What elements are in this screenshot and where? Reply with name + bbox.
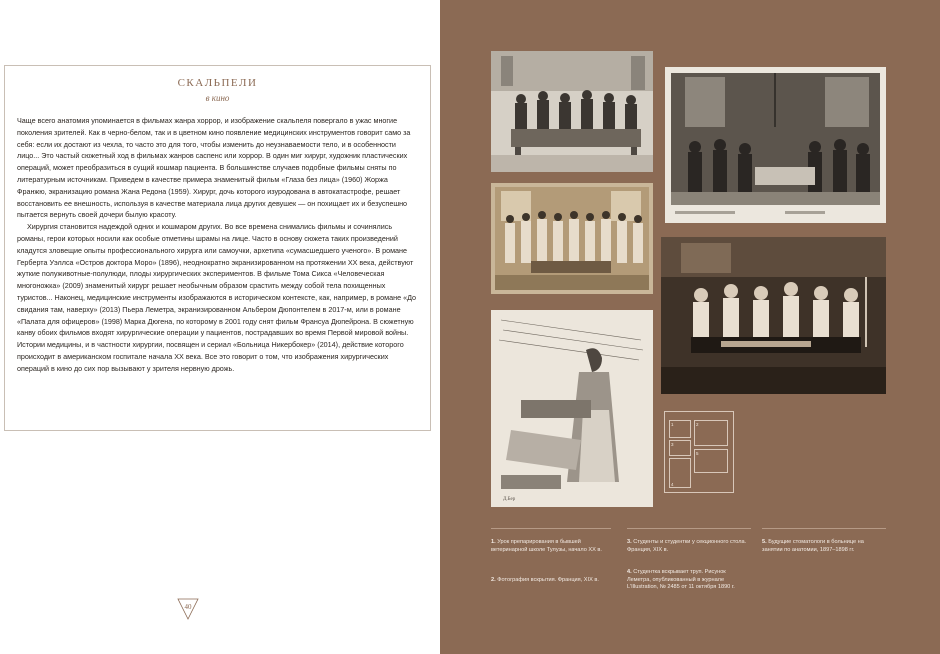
caption-divider-3 bbox=[762, 528, 886, 529]
caption-3 bbox=[627, 539, 747, 554]
page-number bbox=[177, 598, 199, 620]
left-page bbox=[0, 0, 440, 654]
caption-4-text: Студентка вскрывает труп. Рисунок Леметра, опубликованный в журнале L'Illustration, № 2485 от 11 октября 1890 г. bbox=[627, 569, 735, 591]
sidebar-box bbox=[4, 65, 431, 431]
caption-3-number: 3. bbox=[627, 539, 632, 545]
sidebar-paragraph-1: Чаще всего анатомия упоминается в фильмах жанра хоррор, и изображение скальпеля повергало в ужас многие поколения зрителей. Как в черно-белом, так и в цветном кино появление медицинских инструментов говорит само за себя: если их достают из чехла, то часто это для того, чтобы изменить до неузнаваемости тело, и в особенности лицо... Это частый сюжетный ход в фильмах жанров саспенс или хоррор. В один миг хирург, художник пластических операций, может преобразиться в сущий кошмар пациента. В большинстве случаев подобные фильмы сняты по литературным источникам. Приведем в качестве примера знаменитый фильм «Глаза без лица» (1960) Жоржа Франжю, экранизацию романа Жана Редона (1959). Хирург, дочь которого изуродована в автокатастрофе, решает восстановить ее внешность, используя в качестве материала лица других девушек — он похищает их и безуспешно пытается вернуть своей дочери былую красоту. bbox=[17, 116, 411, 220]
photo-4-lemetre-drawing bbox=[491, 310, 653, 507]
layout-key-num-2: 2 bbox=[696, 422, 699, 427]
layout-key-num-5: 5 bbox=[696, 451, 699, 456]
caption-divider-2 bbox=[627, 528, 751, 529]
svg-text:Д.Бер: Д.Бер bbox=[503, 497, 516, 502]
page-number-label: 40 bbox=[184, 603, 192, 611]
caption-2 bbox=[491, 577, 611, 585]
layout-key-num-3: 3 bbox=[671, 442, 674, 447]
sidebar-body bbox=[17, 115, 418, 375]
layout-key-num-1: 1 bbox=[671, 422, 674, 427]
photo-2-autopsy bbox=[665, 67, 886, 223]
photo-1-dissection-lesson bbox=[491, 51, 653, 172]
sidebar-paragraph-2: Хирургия становится надеждой одних и кошмаром других. Во все времена снимались фильмы и сочинялись романы, герои которых носили как особые отметины шрамы на лице. Часто в основу сюжета таких произведений кладутся зловещие опыты профессионального хирурга или самоучки, архетипа «сумасшедшего ученого». В романе Герберта Уэллса «Остров доктора Моро» (1896), неоднократно экранизированном на протяжении XX века, действуют жуткие полуживотные-полулюди, плоды хирургических экспериментов. В фильме Тома Сикса «Человеческая многоножка» (2009) знаменитый хирург решает необычным образом срастить между собой тела похищенных туристов... Наконец, медицинские инструменты изображаются в историческом контексте, как, например, в романе «До свидания там, наверху» (2013) Пьера Леметра, экранизированном Альбером Дюпонтелем в 2017-м, или в романе «Палата для офицеров» (1998) Марка Дюгена, по которому в 2001 году снят фильм Франсуа Дюпейрона. В сюжетную канву обоих фильмов входят хирургические операции у пациентов, пострадавших во время Первой мировой войны. Истории медицины, и в частности хирургии, посвящен и сериал «Больница Никербокер» (2014), действие которого происходит в американском госпитале начала XX века. Все это говорит о том, что изображения хирургических операций в кино до сих пор вызывают у зрителя нервную дрожь. bbox=[17, 222, 417, 373]
photo-5-dental-students bbox=[661, 237, 886, 394]
caption-divider-1 bbox=[491, 528, 611, 529]
caption-5-number: 5. bbox=[762, 539, 767, 545]
caption-5-text: Будущие стоматологи в больнице на занятии по анатомии, 1897–1898 гг. bbox=[762, 539, 864, 553]
caption-1 bbox=[491, 539, 611, 554]
caption-3-text: Студенты и студентки у секционного стола. Франция, XIX в. bbox=[627, 539, 747, 553]
caption-4 bbox=[627, 569, 747, 592]
sidebar-subtitle: в кино bbox=[205, 93, 230, 103]
layout-key-cell-2 bbox=[694, 420, 728, 446]
photo-3-students-at-table bbox=[491, 183, 653, 294]
caption-2-number: 2. bbox=[491, 577, 496, 583]
caption-5 bbox=[762, 539, 882, 554]
caption-1-number: 1. bbox=[491, 539, 496, 545]
layout-key-cell-5 bbox=[694, 449, 728, 473]
layout-key-num-4: 4 bbox=[671, 482, 674, 487]
photo-layout-key bbox=[664, 411, 734, 493]
sidebar-title: СКАЛЬПЕЛИ bbox=[177, 77, 258, 89]
caption-4-number: 4. bbox=[627, 569, 632, 575]
caption-2-text: Фотография вскрытия. Франция, XIX в. bbox=[497, 577, 599, 583]
caption-1-text: Урок препарирования в бывшей ветеринарной школе Тулузы, начало XX в. bbox=[491, 539, 602, 553]
